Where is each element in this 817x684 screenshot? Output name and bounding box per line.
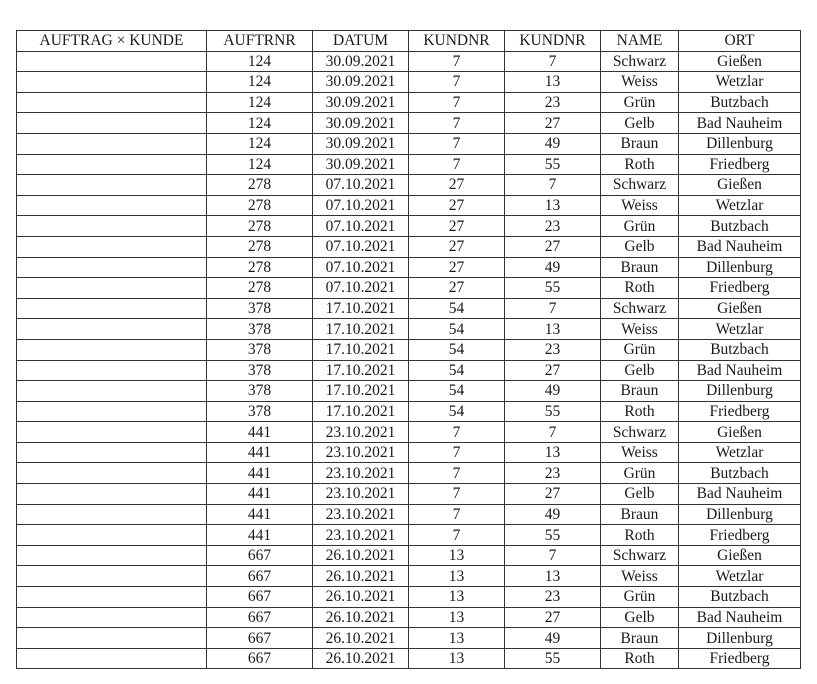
cell-kundnr-auftrag: 7 [409,484,505,505]
cell-ort: Butzbach [679,92,801,113]
cell-kundnr-auftrag: 54 [409,381,505,402]
cell-datum: 30.09.2021 [313,92,409,113]
cell-auftrnr: 441 [207,463,313,484]
cell-name: Weiss [601,195,679,216]
cell-empty [17,566,207,587]
cell-auftrnr: 441 [207,422,313,443]
cell-name: Gelb [601,236,679,257]
cell-auftrnr: 124 [207,154,313,175]
cell-datum: 23.10.2021 [313,463,409,484]
cell-ort: Gießen [679,298,801,319]
cell-ort: Friedberg [679,278,801,299]
cell-ort: Dillenburg [679,133,801,154]
table-row [17,607,801,628]
cell-kundnr-auftrag: 27 [409,278,505,299]
header-relation-label: AUFTRAG × KUNDE [17,31,207,52]
cell-auftrnr: 667 [207,566,313,587]
cell-auftrnr: 124 [207,133,313,154]
cell-empty [17,133,207,154]
cell-kundnr-auftrag: 27 [409,195,505,216]
cell-kundnr-auftrag: 7 [409,72,505,93]
cell-kundnr-auftrag: 27 [409,236,505,257]
cell-ort: Butzbach [679,463,801,484]
cell-kundnr-kunde: 49 [505,504,601,525]
cell-auftrnr: 278 [207,236,313,257]
cell-empty [17,113,207,134]
cell-datum: 23.10.2021 [313,442,409,463]
cell-datum: 26.10.2021 [313,566,409,587]
cell-kundnr-auftrag: 7 [409,525,505,546]
cell-ort: Wetzlar [679,72,801,93]
cell-empty [17,51,207,72]
cell-name: Grün [601,463,679,484]
cell-auftrnr: 667 [207,545,313,566]
cell-empty [17,504,207,525]
cell-datum: 07.10.2021 [313,195,409,216]
table-row [17,484,801,505]
cell-ort: Butzbach [679,216,801,237]
cell-datum: 17.10.2021 [313,339,409,360]
table-row [17,92,801,113]
cell-kundnr-kunde: 7 [505,51,601,72]
cell-name: Weiss [601,566,679,587]
cell-name: Gelb [601,360,679,381]
table-row [17,236,801,257]
table-row [17,463,801,484]
header-kundnr-kunde: KUNDNR [505,31,601,52]
cell-datum: 23.10.2021 [313,422,409,443]
cell-datum: 30.09.2021 [313,133,409,154]
cell-datum: 26.10.2021 [313,607,409,628]
cell-name: Schwarz [601,422,679,443]
cell-kundnr-kunde: 49 [505,257,601,278]
cell-auftrnr: 278 [207,195,313,216]
cell-kundnr-auftrag: 7 [409,154,505,175]
table-row [17,175,801,196]
cell-kundnr-auftrag: 13 [409,648,505,669]
cell-empty [17,422,207,443]
cell-empty [17,607,207,628]
table-row [17,422,801,443]
table-row [17,566,801,587]
cell-auftrnr: 124 [207,113,313,134]
cell-name: Weiss [601,72,679,93]
cell-name: Schwarz [601,51,679,72]
table-body [17,51,801,669]
table-row [17,257,801,278]
cell-empty [17,236,207,257]
cell-empty [17,72,207,93]
table-row [17,628,801,649]
cell-name: Weiss [601,319,679,340]
cell-empty [17,216,207,237]
table-row [17,525,801,546]
cell-kundnr-kunde: 55 [505,154,601,175]
cell-kundnr-auftrag: 13 [409,587,505,608]
cell-ort: Bad Nauheim [679,607,801,628]
table-row [17,278,801,299]
cell-datum: 07.10.2021 [313,257,409,278]
cell-name: Grün [601,92,679,113]
cell-empty [17,484,207,505]
cell-auftrnr: 441 [207,504,313,525]
cell-kundnr-auftrag: 13 [409,607,505,628]
cell-kundnr-kunde: 13 [505,319,601,340]
cell-ort: Dillenburg [679,504,801,525]
table-row [17,216,801,237]
cell-kundnr-kunde: 27 [505,484,601,505]
cell-kundnr-auftrag: 7 [409,442,505,463]
cell-datum: 07.10.2021 [313,216,409,237]
cell-name: Roth [601,525,679,546]
header-row [17,31,801,52]
cell-auftrnr: 278 [207,278,313,299]
cell-kundnr-kunde: 55 [505,648,601,669]
cell-kundnr-auftrag: 27 [409,175,505,196]
table-row [17,381,801,402]
cell-ort: Wetzlar [679,566,801,587]
cell-empty [17,401,207,422]
cell-auftrnr: 378 [207,339,313,360]
cell-empty [17,278,207,299]
cell-kundnr-kunde: 23 [505,587,601,608]
cell-name: Roth [601,154,679,175]
cell-datum: 07.10.2021 [313,236,409,257]
cell-auftrnr: 278 [207,216,313,237]
cell-kundnr-kunde: 7 [505,175,601,196]
cell-kundnr-auftrag: 7 [409,504,505,525]
cell-kundnr-auftrag: 27 [409,257,505,278]
cell-empty [17,525,207,546]
cell-kundnr-kunde: 55 [505,401,601,422]
table-row [17,133,801,154]
cell-auftrnr: 378 [207,401,313,422]
cell-kundnr-kunde: 23 [505,463,601,484]
cell-auftrnr: 278 [207,175,313,196]
cell-kundnr-kunde: 27 [505,607,601,628]
cell-name: Gelb [601,484,679,505]
cell-datum: 17.10.2021 [313,298,409,319]
cell-kundnr-kunde: 7 [505,298,601,319]
cell-kundnr-auftrag: 13 [409,566,505,587]
cell-kundnr-auftrag: 54 [409,339,505,360]
cell-empty [17,195,207,216]
cell-empty [17,92,207,113]
cell-ort: Bad Nauheim [679,236,801,257]
cell-name: Roth [601,278,679,299]
cell-kundnr-auftrag: 13 [409,545,505,566]
cell-datum: 30.09.2021 [313,154,409,175]
cell-empty [17,648,207,669]
cell-ort: Butzbach [679,339,801,360]
table-header [17,31,801,52]
cell-empty [17,442,207,463]
cell-datum: 26.10.2021 [313,545,409,566]
cell-name: Gelb [601,113,679,134]
cell-name: Grün [601,216,679,237]
cell-ort: Friedberg [679,401,801,422]
cell-auftrnr: 667 [207,628,313,649]
cell-auftrnr: 441 [207,484,313,505]
cell-auftrnr: 378 [207,381,313,402]
cell-ort: Dillenburg [679,381,801,402]
cell-empty [17,339,207,360]
cell-ort: Friedberg [679,154,801,175]
cell-name: Weiss [601,442,679,463]
cell-empty [17,175,207,196]
table-row [17,72,801,93]
table-row [17,319,801,340]
cross-product-table-container [16,30,800,669]
cell-auftrnr: 124 [207,72,313,93]
cell-name: Grün [601,339,679,360]
cell-kundnr-kunde: 13 [505,72,601,93]
cell-ort: Gießen [679,545,801,566]
cell-auftrnr: 378 [207,298,313,319]
cell-name: Braun [601,133,679,154]
cell-name: Roth [601,648,679,669]
table-row [17,545,801,566]
cell-name: Braun [601,504,679,525]
table-row [17,648,801,669]
cell-auftrnr: 667 [207,648,313,669]
cell-name: Braun [601,628,679,649]
table-row [17,339,801,360]
cell-kundnr-kunde: 49 [505,133,601,154]
cell-kundnr-kunde: 7 [505,545,601,566]
cell-kundnr-kunde: 23 [505,216,601,237]
cell-kundnr-kunde: 7 [505,422,601,443]
cell-name: Braun [601,381,679,402]
cell-empty [17,154,207,175]
cell-kundnr-kunde: 55 [505,525,601,546]
cell-datum: 23.10.2021 [313,484,409,505]
cell-ort: Dillenburg [679,257,801,278]
cell-auftrnr: 124 [207,92,313,113]
cell-empty [17,319,207,340]
cell-auftrnr: 124 [207,51,313,72]
cell-name: Gelb [601,607,679,628]
cell-kundnr-kunde: 27 [505,113,601,134]
cell-datum: 26.10.2021 [313,628,409,649]
cell-empty [17,381,207,402]
table-row [17,401,801,422]
cell-ort: Wetzlar [679,319,801,340]
cell-datum: 23.10.2021 [313,525,409,546]
header-name: NAME [601,31,679,52]
cell-auftrnr: 441 [207,442,313,463]
cell-kundnr-kunde: 13 [505,566,601,587]
cell-auftrnr: 378 [207,319,313,340]
cross-product-table [16,30,801,669]
cell-datum: 17.10.2021 [313,319,409,340]
table-row [17,154,801,175]
table-row [17,504,801,525]
cell-kundnr-kunde: 55 [505,278,601,299]
cell-datum: 26.10.2021 [313,648,409,669]
cell-empty [17,545,207,566]
table-row [17,51,801,72]
cell-ort: Friedberg [679,525,801,546]
cell-datum: 23.10.2021 [313,504,409,525]
cell-empty [17,587,207,608]
cell-kundnr-auftrag: 7 [409,422,505,443]
cell-name: Braun [601,257,679,278]
cell-kundnr-auftrag: 7 [409,51,505,72]
cell-kundnr-auftrag: 54 [409,319,505,340]
cell-kundnr-auftrag: 7 [409,92,505,113]
cell-ort: Bad Nauheim [679,360,801,381]
header-auftrnr: AUFTRNR [207,31,313,52]
cell-kundnr-auftrag: 27 [409,216,505,237]
cell-kundnr-auftrag: 7 [409,463,505,484]
cell-datum: 30.09.2021 [313,72,409,93]
cell-datum: 07.10.2021 [313,175,409,196]
cell-name: Schwarz [601,175,679,196]
cell-kundnr-auftrag: 54 [409,298,505,319]
cell-kundnr-auftrag: 54 [409,401,505,422]
cell-datum: 30.09.2021 [313,113,409,134]
cell-kundnr-auftrag: 7 [409,133,505,154]
table-row [17,587,801,608]
cell-datum: 17.10.2021 [313,381,409,402]
cell-ort: Wetzlar [679,195,801,216]
cell-empty [17,628,207,649]
cell-kundnr-auftrag: 7 [409,113,505,134]
cell-name: Schwarz [601,298,679,319]
cell-auftrnr: 278 [207,257,313,278]
cell-ort: Butzbach [679,587,801,608]
cell-kundnr-kunde: 13 [505,195,601,216]
cell-datum: 17.10.2021 [313,360,409,381]
cell-kundnr-kunde: 23 [505,92,601,113]
cell-datum: 30.09.2021 [313,51,409,72]
cell-ort: Friedberg [679,648,801,669]
cell-auftrnr: 441 [207,525,313,546]
cell-empty [17,463,207,484]
cell-kundnr-auftrag: 13 [409,628,505,649]
cell-datum: 17.10.2021 [313,401,409,422]
table-row [17,442,801,463]
cell-kundnr-kunde: 23 [505,339,601,360]
cell-ort: Gießen [679,51,801,72]
header-datum: DATUM [313,31,409,52]
cell-datum: 07.10.2021 [313,278,409,299]
cell-ort: Gießen [679,422,801,443]
cell-name: Schwarz [601,545,679,566]
cell-empty [17,257,207,278]
cell-ort: Wetzlar [679,442,801,463]
cell-kundnr-kunde: 27 [505,360,601,381]
cell-name: Roth [601,401,679,422]
table-row [17,195,801,216]
cell-kundnr-kunde: 27 [505,236,601,257]
cell-ort: Gießen [679,175,801,196]
cell-ort: Bad Nauheim [679,113,801,134]
cell-ort: Dillenburg [679,628,801,649]
cell-empty [17,360,207,381]
cell-name: Grün [601,587,679,608]
header-ort: ORT [679,31,801,52]
cell-auftrnr: 667 [207,587,313,608]
cell-datum: 26.10.2021 [313,587,409,608]
table-row [17,113,801,134]
cell-auftrnr: 378 [207,360,313,381]
table-row [17,360,801,381]
table-row [17,298,801,319]
header-kundnr-auftrag: KUNDNR [409,31,505,52]
cell-kundnr-auftrag: 54 [409,360,505,381]
cell-kundnr-kunde: 49 [505,628,601,649]
cell-empty [17,298,207,319]
cell-kundnr-kunde: 49 [505,381,601,402]
cell-auftrnr: 667 [207,607,313,628]
cell-kundnr-kunde: 13 [505,442,601,463]
cell-ort: Bad Nauheim [679,484,801,505]
